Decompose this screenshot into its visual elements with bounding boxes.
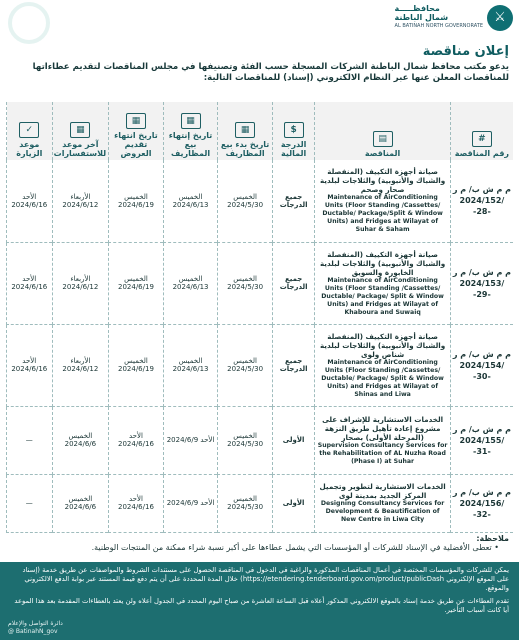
header-inquiry: ▦ آخر موعد للاستفسارات bbox=[52, 102, 109, 160]
inquiry-date: الأربعاء 2024/6/12 bbox=[52, 160, 109, 242]
table-row bbox=[7, 474, 514, 532]
visit-date: الأحد 2024/6/16 bbox=[7, 242, 53, 324]
inquiry-date: الخميس 2024/6/6 bbox=[52, 474, 109, 532]
sale-start-date: الخميس 2024/5/30 bbox=[218, 160, 273, 242]
header-sale-end: ▦ تاريخ إنتهاء بيع المظاريف bbox=[163, 102, 218, 160]
visit-date: الأحد 2024/6/16 bbox=[7, 160, 53, 242]
submit-end-date: الخميس 2024/6/19 bbox=[109, 160, 164, 242]
footer-paragraph-documents: يمكن للشركات والمؤسسات المختصة في أعمال المناقصات المذكورة والراغبة في الدخول في المناقصة الحصول على مستندات الشروط والمواصفات عن طريق خدمة (إسناد على الموقع الإلكتروني https://etendering.tenderboard.gov.om/product/publicDash) خلال المدة المحددة على أن يتم دفع قيمة المستند عبر بوابة الدفع الالكتروني والموقع. bbox=[22, 566, 509, 592]
sale-end-date: الخميس 2024/6/13 bbox=[163, 324, 218, 406]
header-sale-start: ▦ تاريخ بدء بيع المظاريف bbox=[218, 102, 273, 160]
submit-end-date: الأحد 2024/6/16 bbox=[109, 474, 164, 532]
hash-icon: # bbox=[472, 131, 492, 147]
page-header bbox=[0, 0, 519, 40]
calendar-icon: ▦ bbox=[70, 122, 90, 138]
header-number: # رقم المناقصة bbox=[450, 102, 513, 160]
calendar-icon: ▦ bbox=[235, 122, 255, 138]
sale-end-date: الأحد 2024/6/9 bbox=[163, 406, 218, 474]
sale-end-date: الأحد 2024/6/9 bbox=[163, 474, 218, 532]
inquiry-date: الأربعاء 2024/6/12 bbox=[52, 242, 109, 324]
social-department: دائرة التواصل والإعلام bbox=[8, 620, 63, 627]
sale-start-date: الخميس 2024/5/30 bbox=[218, 242, 273, 324]
sale-end-date: الخميس 2024/6/13 bbox=[163, 242, 218, 324]
submit-end-date: الأحد 2024/6/16 bbox=[109, 406, 164, 474]
governorate-logo bbox=[395, 4, 513, 31]
table-row bbox=[7, 324, 514, 406]
calendar-icon: ▦ bbox=[181, 113, 201, 129]
table-row bbox=[7, 160, 514, 242]
tender-number: م م ش ب/ م ر /2024/156 -32- bbox=[450, 474, 513, 532]
tender-description: صيانة أجهزة التكييف (المنفصلة والشباك والأنبوبية) والثلاجات لبلدية الخابورة والسويق Maintenance of AirConditioning Units (Floor Standing /Cassettes/ Ductable/ Package/ Split & Window Units) and Fridges at Wilayat of Khabourа and Suwaiq bbox=[315, 242, 450, 324]
visit-date: — bbox=[7, 474, 53, 532]
tender-number: م م ش ب/ م ر /2024/155 -31- bbox=[450, 406, 513, 474]
logo-line2: شمال الباطنة bbox=[394, 13, 449, 22]
visit-date: الأحد 2024/6/16 bbox=[7, 324, 53, 406]
tender-grade: الأولى bbox=[272, 474, 314, 532]
visit-date: — bbox=[7, 406, 53, 474]
money-icon: $ bbox=[284, 122, 304, 138]
header-tender: ▤ المناقصة bbox=[315, 102, 450, 160]
decorative-emblem bbox=[8, 2, 50, 44]
tender-grade: جميع الدرجات bbox=[272, 242, 314, 324]
tender-grade: جميع الدرجات bbox=[272, 160, 314, 242]
tender-number: م م ش ب/ م ر /2024/153 -29- bbox=[450, 242, 513, 324]
logo-english: AL BATINAH NORTH GOVERNORATE bbox=[394, 23, 483, 29]
tender-description: الخدمات الاستشارية للإشراف على مشروع إعادة تأهيل طريق النزهة (المرحلة الأولى) بصحار Supervision Consultancy Services for the Rehabilitation of AL Nuzha Road (Phase I) at Suhar bbox=[315, 406, 450, 474]
tender-description: صيانة أجهزة التكييف (المنفصلة والشباك والأنبوبية) والثلاجات لبلدية صحار وصحم Maintenance of AirConditioning Units (Floor Standing /Cassettes/ Ductable/ Package/Split & Window Units) and Fridges at Wilayat of Suhar & Saham bbox=[315, 160, 450, 242]
tender-grade: جميع الدرجات bbox=[272, 324, 314, 406]
notes-section bbox=[92, 534, 509, 552]
footer-panel bbox=[0, 562, 519, 640]
header-submit-end: ▦ تاريخ انتهاء تقديم العروض bbox=[109, 102, 164, 160]
sale-end-date: الخميس 2024/6/13 bbox=[163, 160, 218, 242]
table-row bbox=[7, 242, 514, 324]
submit-end-date: الخميس 2024/6/19 bbox=[109, 324, 164, 406]
tenders-table bbox=[6, 102, 513, 533]
social-handle: @ BatinahN_gov bbox=[8, 628, 58, 635]
document-icon: ▤ bbox=[373, 131, 393, 147]
social-handles bbox=[8, 620, 63, 636]
notes-line: • تعطى الأفضلية في الإسناد للشركات أو المؤسسات التي يشمل عطاءها على أكبر نسبة شراء ممكنة من المنتجات الوطنية. bbox=[91, 543, 499, 552]
header-grade: $ الدرجة المالية bbox=[272, 102, 314, 160]
header-visit: ✓ موعد الزيارة bbox=[7, 102, 53, 160]
calendar-icon: ▦ bbox=[126, 113, 146, 129]
tender-description: صيانة أجهزة التكييف (المنفصلة والشباك والأنبوبية) والثلاجات لبلدية شناص ولوى Maintenance of AirConditioning Units (Floor Standing /Cassettes/ Ductable/ Package/ Split & Window Units) and Fridges at Wilayat of Shinas and Liwa bbox=[315, 324, 450, 406]
inquiry-date: الأربعاء 2024/6/12 bbox=[52, 324, 109, 406]
sale-start-date: الخميس 2024/5/30 bbox=[218, 324, 273, 406]
tender-description: الخدمات الاستشارية لتطوير وتجميل المركز الجديد بمدينة لوى Designing Consultancy Services for Development & Beautification of New Centre in Liwa City bbox=[315, 474, 450, 532]
checklist-icon: ✓ bbox=[19, 122, 39, 138]
sale-start-date: الخميس 2024/5/30 bbox=[218, 474, 273, 532]
inquiry-date: الخميس 2024/6/6 bbox=[52, 406, 109, 474]
submit-end-date: الخميس 2024/6/19 bbox=[109, 242, 164, 324]
oman-emblem-icon: ⚔ bbox=[487, 5, 513, 31]
tender-number: م م ش ب/ م ر /2024/154 -30- bbox=[450, 324, 513, 406]
footer-paragraph-submission: تقدم العطاءات عن طريق خدمة إسناد بالموقع الالكتروني المذكور أعلاه قبل الساعة العاشرة من صباح اليوم المحدد في الجدول أعلاه ولن يعتد بالعطاءات المقدمة بعد هذا الموعد أيا كانت أسباب التأخير. bbox=[14, 597, 509, 614]
logo-line1: محافظـــــة bbox=[394, 4, 440, 13]
tender-grade: الأولى bbox=[272, 406, 314, 474]
intro-text: يدعو مكتب محافظ شمال الباطنة الشركات المسجلة حسب الفئة وتصنيفها في مجلس المناقصات لتقديم عطاءاتها للمناقصات المعلن عنها عبر النظام الالكتروني (إسناد) للمناقصات التالية: bbox=[32, 62, 509, 83]
sale-start-date: الخميس 2024/5/30 bbox=[218, 406, 273, 474]
tender-number: م م ش ب/ م ر /2024/152 -28- bbox=[450, 160, 513, 242]
page-title: إعلان مناقصة bbox=[422, 44, 509, 59]
notes-heading: ملاحظة: bbox=[476, 534, 509, 543]
table-row bbox=[7, 406, 514, 474]
